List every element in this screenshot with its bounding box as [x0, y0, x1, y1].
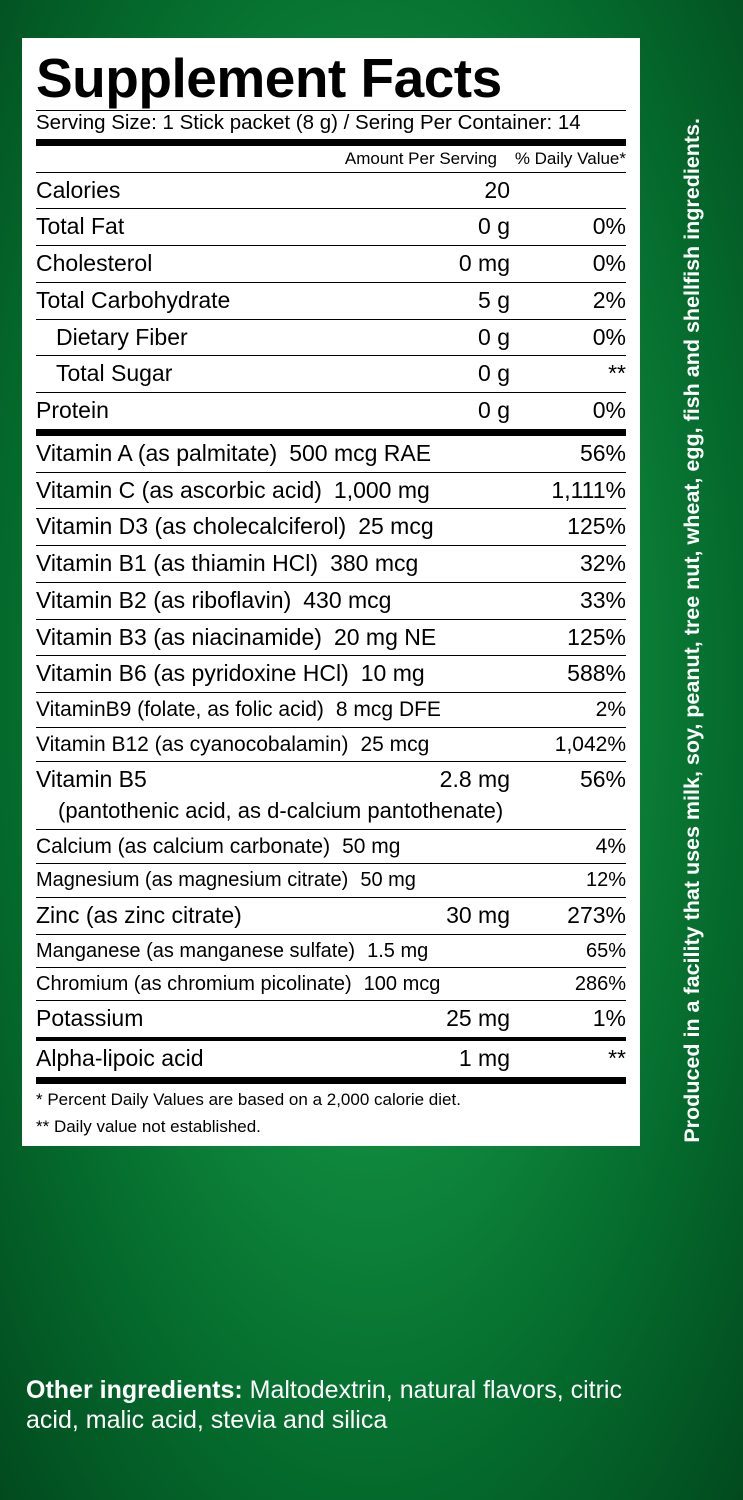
nutrient-name: Vitamin C (as ascorbic acid)	[36, 477, 322, 503]
table-row	[36, 509, 626, 545]
table-row	[36, 728, 626, 762]
nutrient-subline: (pantothenic acid, as d-calcium pantothenate)	[58, 797, 504, 823]
allergen-side-text	[647, 0, 737, 1500]
nutrient-dv: 1%	[592, 1005, 626, 1032]
nutrient-name: Protein	[36, 398, 109, 424]
nutrient-name: Chromium (as chromium picolinate)	[36, 972, 352, 995]
nutrient-dv: 125%	[567, 513, 626, 540]
nutrient-name: Total Fat	[36, 214, 125, 240]
table-row	[36, 283, 626, 319]
nutrient-name: Vitamin B6 (as pyridoxine HCl)	[36, 661, 349, 687]
other-ingredients-label: Other ingredients:	[26, 1376, 243, 1404]
nutrient-dv: 273%	[567, 901, 626, 928]
nutrient-dv: 12%	[585, 869, 626, 892]
nutrient-dv: 1,042%	[554, 732, 626, 756]
table-row	[36, 693, 626, 727]
table-row	[36, 1001, 626, 1037]
nutrient-name: Vitamin D3 (as cholecalciferol)	[36, 514, 347, 540]
other-ingredients-text: Maltodextrin, natural flavors, citric acid, malic acid, stevia and silica	[26, 1376, 622, 1434]
nutrient-amount: 25 mcg	[360, 732, 430, 756]
table-row	[36, 864, 626, 896]
nutrient-dv: 33%	[579, 586, 626, 613]
nutrient-dv: 1,111%	[551, 476, 626, 503]
nutrient-dv: 0%	[592, 213, 626, 240]
nutrient-amount: 20 mg NE	[333, 623, 437, 650]
nutrient-amount: 20	[484, 176, 510, 203]
table-row	[36, 436, 626, 472]
footnote-not-established: ** Daily value not established.	[36, 1116, 261, 1136]
nutrient-amount: 50 mg	[342, 834, 401, 858]
nutrient-name: Potassium	[36, 1006, 144, 1032]
table-row	[36, 246, 626, 282]
nutrient-name: Magnesium (as magnesium citrate)	[36, 869, 349, 892]
nutrient-amount: 50 mg	[360, 869, 416, 892]
table-row	[36, 583, 626, 619]
other-ingredients	[26, 1376, 656, 1435]
nutrient-name: Alpha-lipoic acid	[36, 1046, 204, 1072]
serving-size-text: Serving Size: 1 Stick packet (8 g) / Sering Per Container: 14	[36, 111, 581, 135]
nutrient-dv: 65%	[585, 939, 626, 962]
nutrient-amount: 25 mcg	[358, 513, 434, 540]
nutrient-amount: 0 g	[478, 323, 510, 350]
nutrient-name: Manganese (as manganese sulfate)	[36, 939, 356, 962]
nutrient-amount: 10 mg	[360, 660, 425, 687]
nutrient-dv: 0%	[592, 397, 626, 424]
nutrient-name: Cholesterol	[36, 251, 153, 277]
nutrient-name: Vitamin B3 (as niacinamide)	[36, 624, 322, 650]
nutrient-dv: 4%	[595, 834, 626, 858]
nutrient-amount: 0 g	[478, 360, 510, 387]
nutrient-name: Vitamin B5	[36, 767, 147, 793]
nutrient-name: Dietary Fiber	[56, 324, 188, 350]
nutrient-dv: 2%	[592, 286, 626, 313]
column-headers	[36, 146, 626, 172]
table-row	[36, 173, 626, 209]
nutrient-dv: 588%	[567, 660, 626, 687]
divider-thick-vitamins	[36, 429, 626, 436]
nutrient-amount: 0 g	[478, 397, 510, 424]
table-row	[36, 968, 626, 1000]
table-row	[36, 1041, 626, 1077]
nutrient-amount: 30 mg	[446, 901, 510, 928]
allergen-statement: Produced in a facility that uses milk, soy, peanut, tree nut, wheat, egg, fish and shellfish ingredients.	[679, 118, 704, 1143]
panel-title: Supplement Facts	[36, 47, 502, 109]
table-row	[36, 830, 626, 864]
nutrient-dv: 2%	[595, 698, 626, 722]
nutrient-amount: 380 mcg	[330, 550, 419, 577]
divider-thick-top	[36, 139, 626, 146]
table-row	[36, 762, 626, 798]
nutrient-dv: 32%	[579, 550, 626, 577]
table-row	[36, 393, 626, 429]
nutrient-name: Vitamin A (as palmitate)	[36, 440, 278, 466]
nutrient-amount: 100 mcg	[363, 972, 441, 995]
nutrient-dv: 0%	[592, 250, 626, 277]
nutrient-amount: 1 mg	[458, 1045, 510, 1072]
nutrient-name: Calcium (as calcium carbonate)	[36, 834, 331, 858]
nutrient-amount: 1,000 mg	[333, 476, 430, 503]
supplement-facts-panel	[22, 38, 640, 1146]
table-row	[36, 356, 626, 392]
nutrient-name: Vitamin B12 (as cyanocobalamin)	[36, 732, 349, 756]
column-header-amount: Amount Per Serving	[344, 148, 497, 168]
table-row	[36, 473, 626, 509]
nutrient-name: Total Carbohydrate	[36, 287, 231, 313]
table-row	[36, 656, 626, 692]
nutrient-amount: 0 g	[478, 213, 510, 240]
nutrient-name: Total Sugar	[56, 361, 173, 387]
nutrient-dv: **	[608, 360, 626, 387]
nutrient-name: Zinc (as zinc citrate)	[36, 902, 242, 928]
nutrient-name: Vitamin B1 (as thiamin HCl)	[36, 551, 319, 577]
nutrient-amount: 500 mcg RAE	[289, 439, 432, 466]
nutrient-dv: 286%	[574, 972, 626, 995]
nutrient-amount: 8 mcg DFE	[335, 698, 441, 722]
table-row	[36, 935, 626, 967]
nutrient-dv: 56%	[579, 439, 626, 466]
nutrient-amount: 2.8 mg	[439, 766, 510, 793]
nutrient-amount: 430 mcg	[303, 586, 392, 613]
nutrient-amount: 0 mg	[458, 250, 510, 277]
nutrient-amount: 5 g	[478, 286, 510, 313]
nutrient-name: VitaminB9 (folate, as folic acid)	[36, 698, 324, 722]
column-header-daily-value: % Daily Value*	[514, 148, 626, 168]
table-row	[36, 320, 626, 356]
table-row	[36, 898, 626, 934]
nutrient-dv: 0%	[592, 323, 626, 350]
nutrient-dv: **	[608, 1045, 626, 1072]
footnote-daily-values: * Percent Daily Values are based on a 2,000 calorie diet.	[36, 1089, 461, 1109]
nutrient-name: Vitamin B2 (as riboflavin)	[36, 587, 292, 613]
nutrient-dv: 56%	[579, 766, 626, 793]
nutrient-name: Calories	[36, 177, 121, 203]
table-row	[36, 209, 626, 245]
divider-thick-bottom	[36, 1077, 626, 1084]
table-row	[36, 546, 626, 582]
nutrient-dv: 125%	[567, 623, 626, 650]
nutrient-amount: 25 mg	[446, 1005, 510, 1032]
table-row	[36, 620, 626, 656]
nutrient-amount: 1.5 mg	[367, 939, 429, 962]
